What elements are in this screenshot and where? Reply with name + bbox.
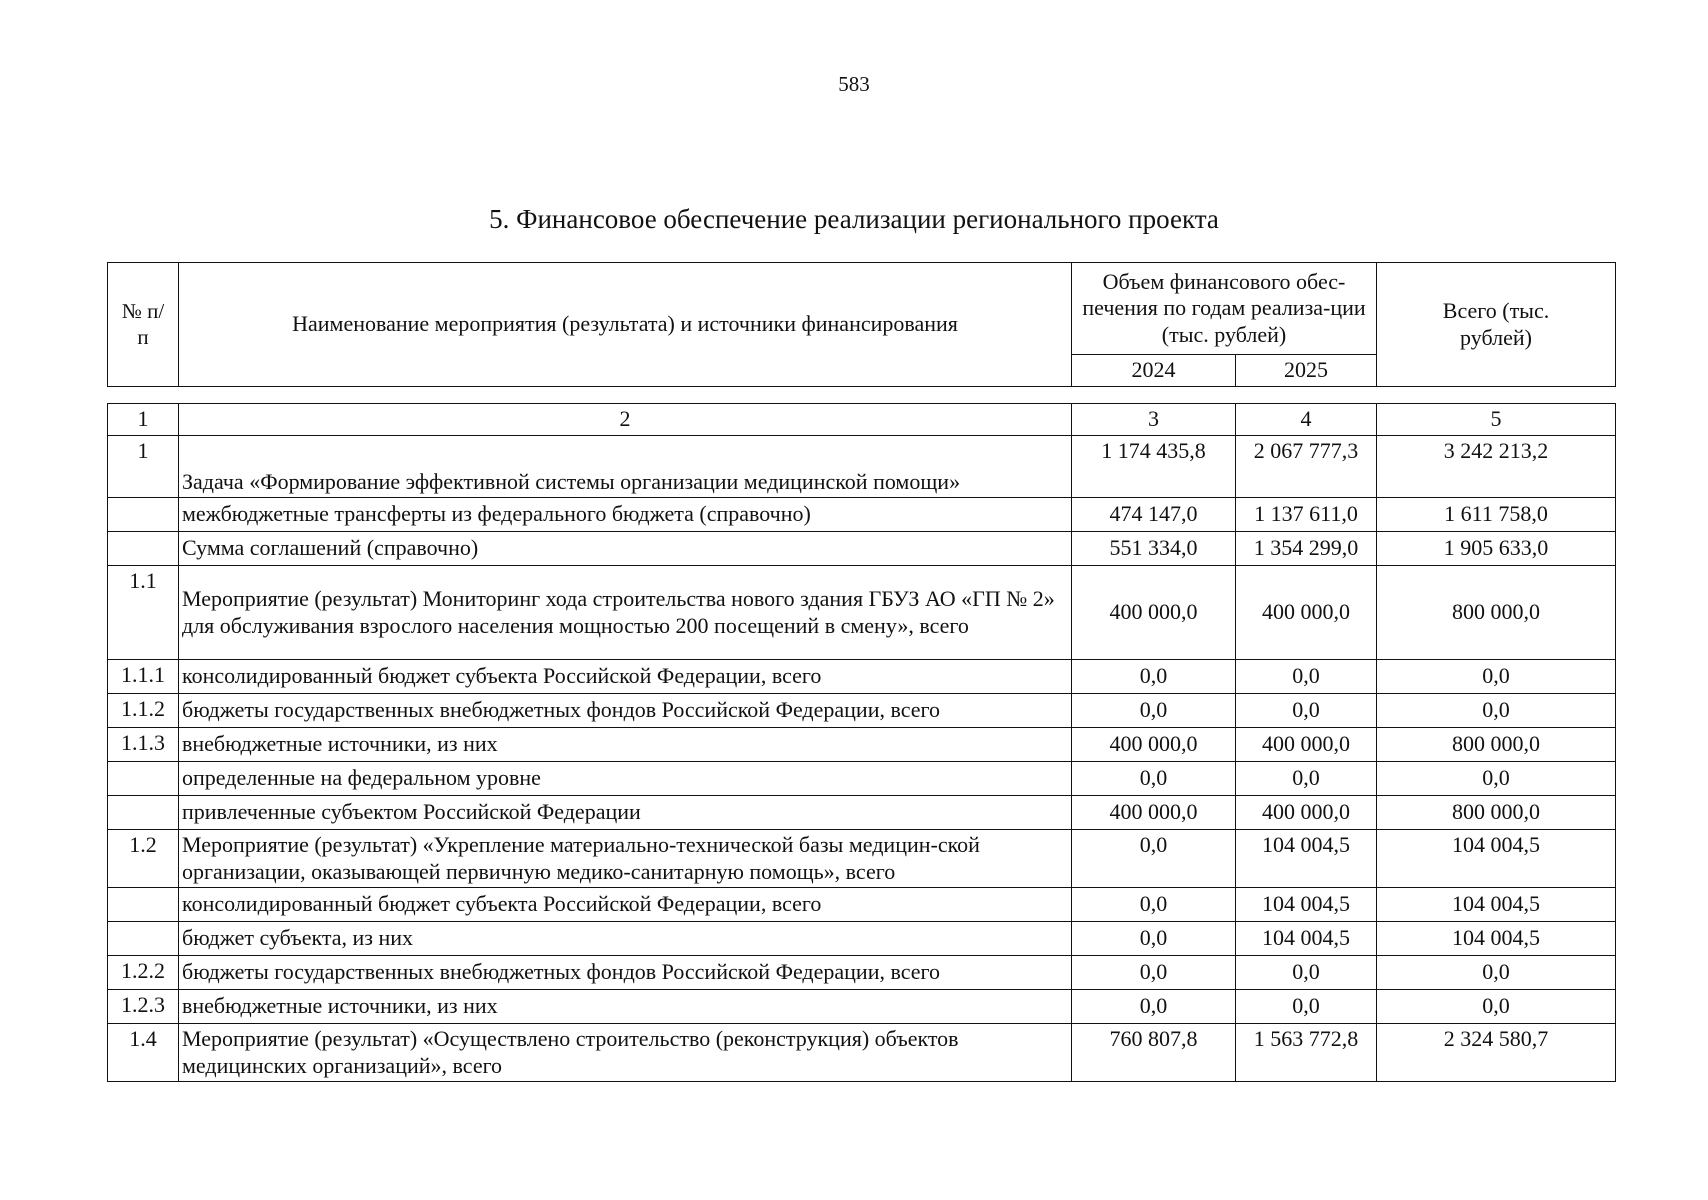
row-value-total: 800 000,0 xyxy=(1377,728,1616,762)
row-value-2025: 104 004,5 xyxy=(1236,830,1377,888)
header-num: № п/п xyxy=(108,263,179,387)
row-value-2025: 1 563 772,8 xyxy=(1236,1024,1377,1082)
row-value-total: 0,0 xyxy=(1377,990,1616,1024)
row-value-total: 0,0 xyxy=(1377,694,1616,728)
table-row xyxy=(108,694,1616,728)
header-volume: Объем финансового обес-печения по годам реализа-ции (тыс. рублей) xyxy=(1072,263,1377,355)
row-value-total: 800 000,0 xyxy=(1377,796,1616,830)
row-value-total: 3 242 213,2 xyxy=(1377,436,1616,498)
header-total: Всего (тыс. рублей) xyxy=(1377,263,1616,387)
row-name: консолидированный бюджет субъекта Российской Федерации, всего xyxy=(179,660,1072,694)
table-rows xyxy=(108,404,1616,1082)
row-value-total: 104 004,5 xyxy=(1377,830,1616,888)
row-value-2025: 0,0 xyxy=(1236,956,1377,990)
row-value-2024: 0,0 xyxy=(1072,830,1236,888)
row-value-2024: 0,0 xyxy=(1072,922,1236,956)
row-value-2024: 474 147,0 xyxy=(1072,498,1236,532)
row-value-2025: 400 000,0 xyxy=(1236,728,1377,762)
row-number xyxy=(108,762,179,796)
table-row xyxy=(108,956,1616,990)
row-value-2024: 400 000,0 xyxy=(1072,796,1236,830)
table-row xyxy=(108,532,1616,566)
row-name: бюджеты государственных внебюджетных фондов Российской Федерации, всего xyxy=(179,956,1072,990)
row-value-2025: 0,0 xyxy=(1236,762,1377,796)
row-name: Мероприятие (результат) Мониторинг хода строительства нового здания ГБУЗ АО «ГП № 2» для обслуживания взрослого населения мощностью 200 посещений в смену», всего xyxy=(179,566,1072,660)
row-value-2024: 400 000,0 xyxy=(1072,566,1236,660)
row-value-total: 800 000,0 xyxy=(1377,566,1616,660)
row-value-2025: 0,0 xyxy=(1236,660,1377,694)
row-value-2025: 0,0 xyxy=(1236,694,1377,728)
table-row xyxy=(108,830,1616,888)
row-value-2024: 400 000,0 xyxy=(1072,728,1236,762)
table-header xyxy=(107,262,1616,387)
row-value-2025: 1 354 299,0 xyxy=(1236,532,1377,566)
row-number: 1.2.3 xyxy=(108,990,179,1024)
row-name: привлеченные субъектом Российской Федерации xyxy=(179,796,1072,830)
row-value-total: 1 905 633,0 xyxy=(1377,532,1616,566)
row-value-2025: 400 000,0 xyxy=(1236,796,1377,830)
page-number: 583 xyxy=(838,72,870,96)
row-value-2024: 0,0 xyxy=(1072,762,1236,796)
column-index: 5 xyxy=(1377,404,1616,436)
row-name: Задача «Формирование эффективной системы организации медицинской помощи» xyxy=(179,436,1072,498)
row-value-total: 1 611 758,0 xyxy=(1377,498,1616,532)
row-value-2024: 1 174 435,8 xyxy=(1072,436,1236,498)
column-index: 2 xyxy=(179,404,1072,436)
row-number xyxy=(108,498,179,532)
row-value-total: 104 004,5 xyxy=(1377,888,1616,922)
column-index-row xyxy=(108,404,1616,436)
row-number: 1.1.1 xyxy=(108,660,179,694)
row-value-2025: 0,0 xyxy=(1236,990,1377,1024)
row-number: 1 xyxy=(108,436,179,498)
table-row xyxy=(108,498,1616,532)
column-index: 1 xyxy=(108,404,179,436)
row-name: бюджеты государственных внебюджетных фондов Российской Федерации, всего xyxy=(179,694,1072,728)
table-row xyxy=(108,728,1616,762)
table-row xyxy=(108,796,1616,830)
row-value-2024: 0,0 xyxy=(1072,888,1236,922)
row-value-2024: 0,0 xyxy=(1072,694,1236,728)
row-number xyxy=(108,796,179,830)
row-name: Сумма соглашений (справочно) xyxy=(179,532,1072,566)
column-index: 3 xyxy=(1072,404,1236,436)
row-name: межбюджетные трансферты из федерального бюджета (справочно) xyxy=(179,498,1072,532)
row-number: 1.4 xyxy=(108,1024,179,1082)
table-row xyxy=(108,888,1616,922)
section-title: 5. Финансовое обеспечение реализации регионального проекта xyxy=(489,204,1219,234)
row-value-total: 0,0 xyxy=(1377,660,1616,694)
row-value-2024: 551 334,0 xyxy=(1072,532,1236,566)
row-value-2024: 0,0 xyxy=(1072,990,1236,1024)
row-number: 1.1 xyxy=(108,566,179,660)
header-name: Наименование мероприятия (результата) и источники финансирования xyxy=(179,263,1072,387)
row-value-2025: 104 004,5 xyxy=(1236,888,1377,922)
table-row xyxy=(108,566,1616,660)
row-value-2025: 400 000,0 xyxy=(1236,566,1377,660)
table-row xyxy=(108,436,1616,498)
row-number: 1.2 xyxy=(108,830,179,888)
row-value-total: 2 324 580,7 xyxy=(1377,1024,1616,1082)
row-name: определенные на федеральном уровне xyxy=(179,762,1072,796)
column-index: 4 xyxy=(1236,404,1377,436)
row-value-total: 0,0 xyxy=(1377,956,1616,990)
row-value-2025: 104 004,5 xyxy=(1236,922,1377,956)
table-row xyxy=(108,922,1616,956)
row-name: внебюджетные источники, из них xyxy=(179,990,1072,1024)
row-name: бюджет субъекта, из них xyxy=(179,922,1072,956)
row-name: Мероприятие (результат) «Укрепление материально-технической базы медицин-ской организации, оказывающей первичную медико-санитарную помощь», всего xyxy=(179,830,1072,888)
table-row xyxy=(108,660,1616,694)
row-number xyxy=(108,922,179,956)
header-year-2025: 2025 xyxy=(1236,355,1377,387)
row-value-total: 104 004,5 xyxy=(1377,922,1616,956)
row-name: внебюджетные источники, из них xyxy=(179,728,1072,762)
row-number xyxy=(108,888,179,922)
row-value-total: 0,0 xyxy=(1377,762,1616,796)
row-value-2024: 760 807,8 xyxy=(1072,1024,1236,1082)
row-value-2024: 0,0 xyxy=(1072,956,1236,990)
row-name: консолидированный бюджет субъекта Российской Федерации, всего xyxy=(179,888,1072,922)
row-number: 1.1.2 xyxy=(108,694,179,728)
table-body xyxy=(107,403,1616,1082)
header-year-2024: 2024 xyxy=(1072,355,1236,387)
row-value-2024: 0,0 xyxy=(1072,660,1236,694)
table-row xyxy=(108,990,1616,1024)
row-number: 1.2.2 xyxy=(108,956,179,990)
row-name: Мероприятие (результат) «Осуществлено строительство (реконструкция) объектов медицинских организаций», всего xyxy=(179,1024,1072,1082)
row-value-2025: 1 137 611,0 xyxy=(1236,498,1377,532)
row-number: 1.1.3 xyxy=(108,728,179,762)
row-number xyxy=(108,532,179,566)
table-row xyxy=(108,1024,1616,1082)
table-row xyxy=(108,762,1616,796)
row-value-2025: 2 067 777,3 xyxy=(1236,436,1377,498)
